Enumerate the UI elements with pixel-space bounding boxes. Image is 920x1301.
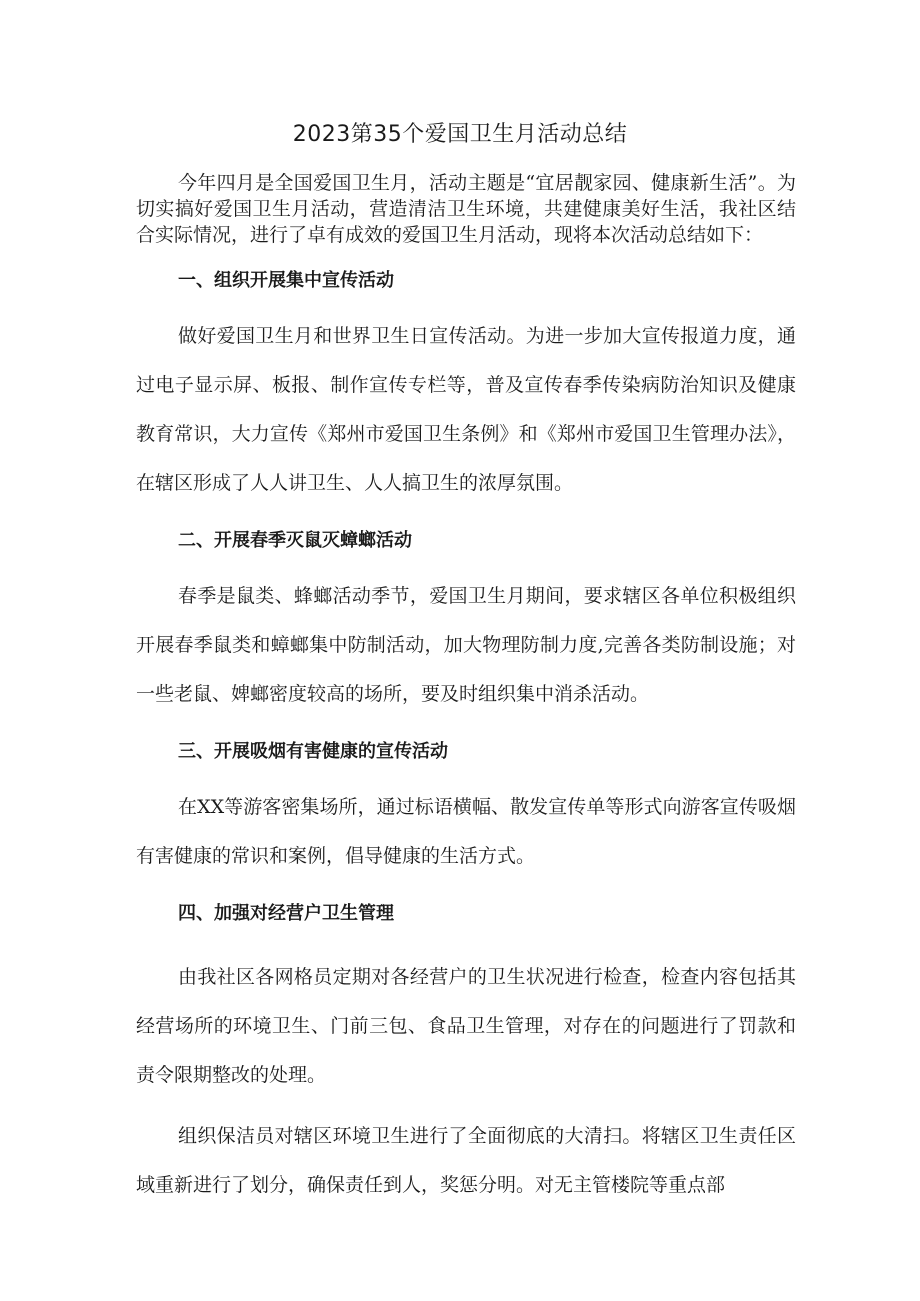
section-3 bbox=[136, 739, 796, 881]
section-4 bbox=[136, 901, 796, 1210]
section-heading: 四、加强对经营户卫生管理 bbox=[178, 903, 394, 924]
section-paragraph: 由我社区各网格员定期对各经营户的卫生状况进行检查，检查内容包括其经营场所的环境卫生、门前三包、食品卫生管理，对存在的问题进行了罚款和责令限期整改的处理。 bbox=[136, 966, 796, 1086]
section-paragraph: 组织保洁员对辖区环境卫生进行了全面彻底的大清扫。将辖区卫生责任区域重新进行了划分，确保责任到人，奖惩分明。对无主管楼院等重点部 bbox=[136, 1125, 796, 1196]
section-paragraph: 春季是鼠类、蜂螂活动季节，爱国卫生月期间，要求辖区各单位积极组织开展春季鼠类和蟑螂集中防制活动，加大物理防制力度,完善各类防制设施；对一些老鼠、婢螂密度较高的场所，要及时组织集中消杀活动。 bbox=[136, 585, 796, 705]
section-heading: 三、开展吸烟有害健康的宣传活动 bbox=[178, 741, 448, 762]
document-title: 2023第35个爱国卫生月活动总结 bbox=[292, 122, 628, 147]
section-heading: 一、组织开展集中宣传活动 bbox=[178, 270, 394, 291]
section-1 bbox=[136, 268, 796, 508]
document-body bbox=[136, 170, 796, 1210]
section-paragraph: 做好爱国卫生月和世界卫生日宣传活动。为进一步加大宣传报道力度，通过电子显示屏、板报、制作宣传专栏等，普及宣传春季传染病防治知识及健康教育常识，大力宣传《郑州市爱国卫生条例》和《郑州市爱国卫生管理办法》，在辖区形成了人人讲卫生、人人搞卫生的浓厚氛围。 bbox=[136, 325, 796, 494]
intro-paragraph: 今年四月是全国爱国卫生月，活动主题是“宜居靓家园、健康新生活”。为切实搞好爱国卫生月活动，营造清洁卫生环境，共建健康美好生活，我社区结合实际情况，进行了卓有成效的爱国卫生月活动，现将本次活动总结如下： bbox=[136, 172, 796, 246]
section-heading: 二、开展春季灭鼠灭蟑螂活动 bbox=[178, 530, 412, 551]
section-2 bbox=[136, 528, 796, 719]
section-paragraph: 在XX等游客密集场所，通过标语横幅、散发宣传单等形式向游客宣传吸烟有害健康的常识和案例，倡导健康的生活方式。 bbox=[136, 796, 796, 867]
